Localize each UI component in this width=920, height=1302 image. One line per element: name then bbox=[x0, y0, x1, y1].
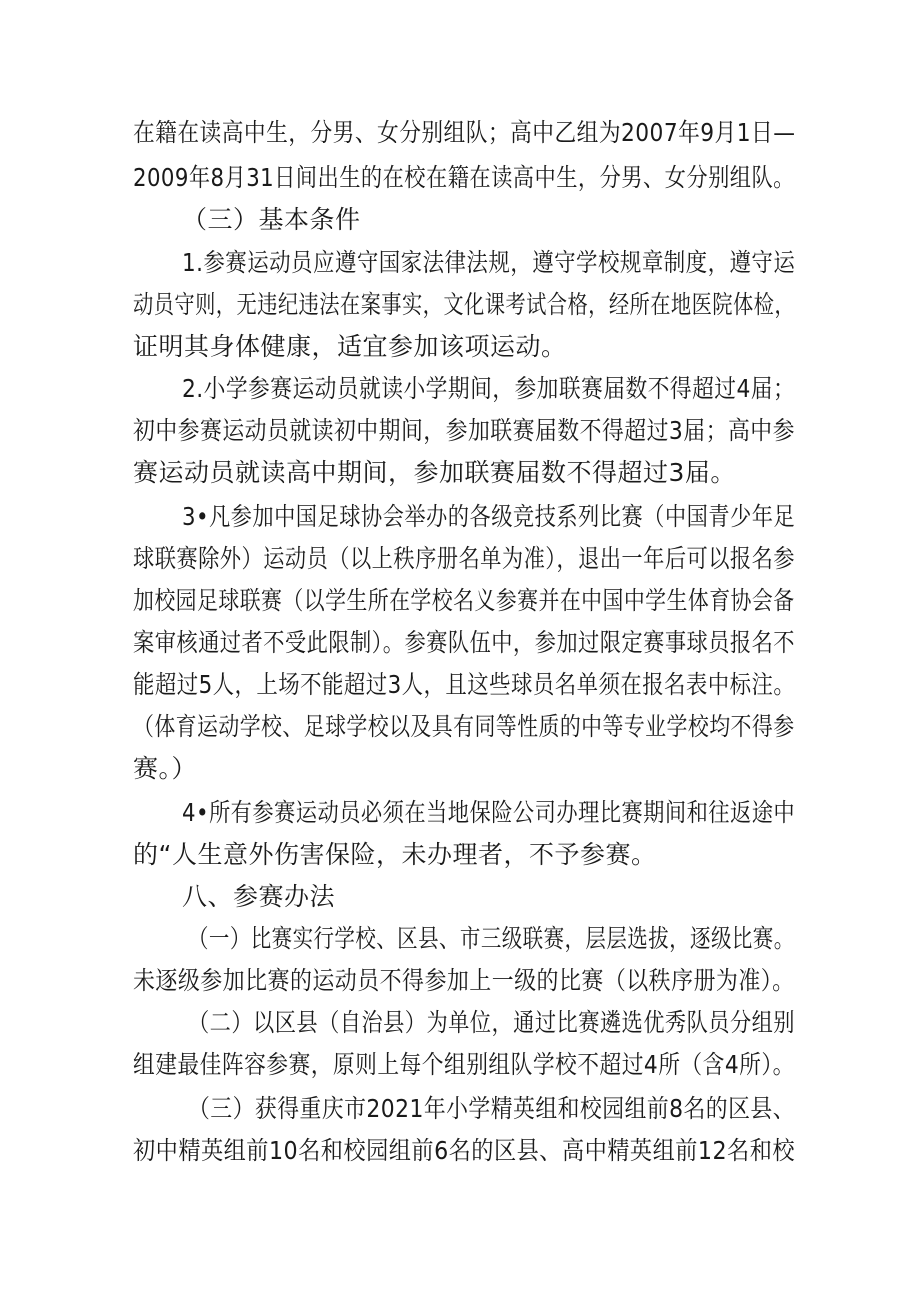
text-line: 1.参赛运动员应遵守国家法律法规，遵守学校规章制度，遵守运 bbox=[182, 248, 796, 277]
text-line: 的“人生意外伤害保险，未办理者，不予参赛。 bbox=[133, 840, 657, 869]
text-line: 案审核通过者不受此限制）。参赛队伍中，参加过限定赛事球员报名不 bbox=[133, 628, 796, 657]
text-line: 在籍在读高中生，分男、女分别组队；高中乙组为2007年9月1日— bbox=[133, 118, 796, 147]
text-line: 赛运动员就读高中期间，参加联赛届数不得超过3届。 bbox=[133, 458, 736, 487]
text-line: （一）比赛实行学校、区县、市三级联赛，层层选拔，逐级比赛。 bbox=[188, 924, 795, 953]
text-line: 2.小学参赛运动员就读小学期间，参加联赛届数不得超过4届； bbox=[182, 374, 796, 403]
text-line: 组建最佳阵容参赛，原则上每个组别组队学校不超过4所（含4所）。 bbox=[133, 1050, 795, 1079]
text-line: （三）获得重庆市2021年小学精英组和校园组前8名的区县、 bbox=[188, 1094, 795, 1123]
text-line: 初中精英组前10名和校园组前6名的区县、高中精英组前12名和校 bbox=[133, 1136, 796, 1165]
text-line: 能超过5人，上场不能超过3人，且这些球员名单须在报名表中标注。 bbox=[133, 670, 796, 699]
section-heading: （三）基本条件 bbox=[182, 205, 361, 234]
text-line: （二）以区县（自治县）为单位，通过比赛遴选优秀队员分组别 bbox=[188, 1008, 795, 1037]
section-heading: 八、参赛办法 bbox=[182, 882, 336, 911]
text-line: 4•所有参赛运动员必须在当地保险公司办理比赛期间和往返途中 bbox=[182, 798, 796, 827]
text-line: 2009年8月31日间出生的在校在籍在读高中生，分男、女分别组队。 bbox=[133, 163, 795, 192]
text-line: 赛。） bbox=[133, 754, 198, 783]
text-line: 动员守则，无违纪违法在案事实，文化课考试合格，经所在地医院体检， bbox=[133, 290, 796, 319]
text-line: 未逐级参加比赛的运动员不得参加上一级的比赛（以秩序册为准）。 bbox=[133, 966, 795, 995]
text-line: 加校园足球联赛（以学生所在学校名义参赛并在中国中学生体育协会备 bbox=[133, 586, 795, 615]
text-line: 证明其身体健康，适宜参加该项运动。 bbox=[133, 332, 567, 361]
text-line: （体育运动学校、足球学校以及具有同等性质的中等专业学校均不得参 bbox=[133, 712, 795, 741]
text-line: 3•凡参加中国足球协会举办的各级竞技系列比赛（中国青少年足 bbox=[182, 502, 796, 531]
text-line: 初中参赛运动员就读初中期间，参加联赛届数不得超过3届；高中参 bbox=[133, 416, 795, 445]
text-line: 球联赛除外）运动员（以上秩序册名单为准），退出一年后可以报名参 bbox=[133, 544, 796, 573]
